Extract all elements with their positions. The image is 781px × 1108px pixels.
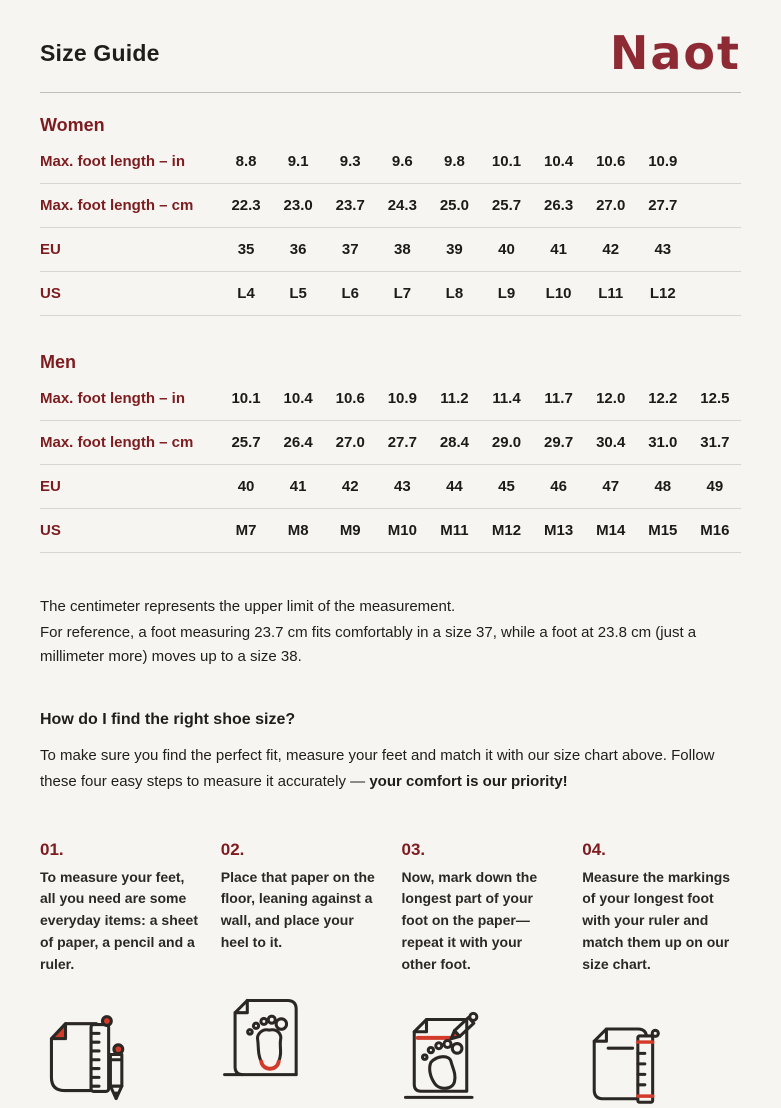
size-value: 49: [689, 478, 741, 495]
row-label: Max. foot length – in: [40, 153, 220, 170]
size-value: 10.9: [376, 390, 428, 407]
size-value: M11: [428, 522, 480, 539]
row-label: EU: [40, 241, 220, 258]
size-value: 25.7: [480, 197, 532, 214]
size-value: 43: [637, 241, 689, 258]
step-1: [40, 840, 199, 1108]
size-table-row: [40, 272, 741, 316]
paper-ruler-markings-icon: [582, 1004, 741, 1108]
size-table-row: [40, 140, 741, 184]
row-label: US: [40, 285, 220, 302]
step-3-number: 03.: [402, 840, 561, 860]
size-value: 31.7: [689, 434, 741, 451]
size-value: 12.2: [637, 390, 689, 407]
size-value: 11.7: [533, 390, 585, 407]
size-value: L9: [480, 285, 532, 302]
size-value: 35: [220, 241, 272, 258]
size-value: M12: [480, 522, 532, 539]
size-table-row: [40, 465, 741, 509]
step-1-number: 01.: [40, 840, 199, 860]
size-value: 39: [428, 241, 480, 258]
size-value: 10.6: [585, 153, 637, 170]
page-title: Size Guide: [40, 40, 160, 67]
size-value: 10.1: [480, 153, 532, 170]
size-value: 43: [376, 478, 428, 495]
measurement-note: [40, 595, 741, 669]
size-value: 46: [533, 478, 585, 495]
size-value: 12.0: [585, 390, 637, 407]
size-value: L5: [272, 285, 324, 302]
size-value: 41: [272, 478, 324, 495]
size-value: 23.0: [272, 197, 324, 214]
size-value: M10: [376, 522, 428, 539]
size-value: 37: [324, 241, 376, 258]
size-value: 27.0: [324, 434, 376, 451]
size-value: 40: [480, 241, 532, 258]
size-value: 48: [637, 478, 689, 495]
step-2-number: 02.: [221, 840, 380, 860]
size-value: 8.8: [220, 153, 272, 170]
size-value: 9.3: [324, 153, 376, 170]
size-value: M9: [324, 522, 376, 539]
row-label: Max. foot length – in: [40, 390, 220, 407]
size-value: 40: [220, 478, 272, 495]
row-label: US: [40, 522, 220, 539]
size-value: L4: [220, 285, 272, 302]
size-value: 27.7: [376, 434, 428, 451]
size-value: 26.3: [533, 197, 585, 214]
size-value: 30.4: [585, 434, 637, 451]
size-value: 38: [376, 241, 428, 258]
size-value: 10.6: [324, 390, 376, 407]
paper-footprint-heel-icon: [221, 982, 380, 1086]
size-value: M7: [220, 522, 272, 539]
size-value: 26.4: [272, 434, 324, 451]
size-value: 12.5: [689, 390, 741, 407]
step-4-text: Measure the markings of your longest foot with your ruler and match them up on our size chart.: [582, 867, 741, 977]
women-size-section: [40, 115, 741, 316]
page-header: [40, 0, 741, 93]
size-value: 29.7: [533, 434, 585, 451]
size-value: 11.2: [428, 390, 480, 407]
step-1-text: To measure your feet, all you need are some everyday items: a sheet of paper, a pencil and a ruler.: [40, 867, 199, 977]
row-label: Max. foot length – cm: [40, 197, 220, 214]
size-value: 25.0: [428, 197, 480, 214]
men-size-section: [40, 352, 741, 553]
size-value: M15: [637, 522, 689, 539]
note-line-2: For reference, a foot measuring 23.7 cm fits comfortably in a size 37, while a foot at 23.8 cm (just a millimeter more) moves up to a size 38.: [40, 621, 741, 669]
step-2-text: Place that paper on the floor, leaning against a wall, and place your heel to it.: [221, 867, 380, 955]
guide-heading: How do I find the right shoe size?: [40, 711, 741, 729]
size-value: 47: [585, 478, 637, 495]
size-value: 44: [428, 478, 480, 495]
size-value: L11: [585, 285, 637, 302]
guide-intro: [40, 743, 741, 796]
size-value: M13: [533, 522, 585, 539]
size-value: 10.4: [272, 390, 324, 407]
size-value: L6: [324, 285, 376, 302]
size-value: 9.6: [376, 153, 428, 170]
men-heading: Men: [40, 352, 741, 373]
size-value: 36: [272, 241, 324, 258]
size-value: M16: [689, 522, 741, 539]
size-value: 31.0: [637, 434, 689, 451]
size-value: 27.0: [585, 197, 637, 214]
size-value: 23.7: [324, 197, 376, 214]
size-value: 11.4: [480, 390, 532, 407]
size-value: 27.7: [637, 197, 689, 214]
size-value: L8: [428, 285, 480, 302]
size-value: 9.1: [272, 153, 324, 170]
women-size-table: [40, 140, 741, 316]
step-3: [402, 840, 561, 1108]
paper-ruler-pencil-icon: [40, 1004, 199, 1108]
row-label: EU: [40, 478, 220, 495]
size-value: 25.7: [220, 434, 272, 451]
size-value: 28.4: [428, 434, 480, 451]
size-table-row: [40, 377, 741, 421]
size-value: 42: [324, 478, 376, 495]
measure-steps: [40, 840, 741, 1108]
size-table-row: [40, 421, 741, 465]
size-value: M8: [272, 522, 324, 539]
size-value: 42: [585, 241, 637, 258]
size-value: 45: [480, 478, 532, 495]
size-value: 22.3: [220, 197, 272, 214]
size-value: 10.1: [220, 390, 272, 407]
paper-footprint-mark-pencil-icon: [402, 1004, 561, 1108]
size-value: 24.3: [376, 197, 428, 214]
size-value: 10.9: [637, 153, 689, 170]
guide-intro-bold: your comfort is our priority!: [369, 773, 567, 790]
size-table-row: [40, 509, 741, 553]
size-value: 29.0: [480, 434, 532, 451]
size-value: 10.4: [533, 153, 585, 170]
men-size-table: [40, 377, 741, 553]
step-4: [582, 840, 741, 1108]
size-value: 41: [533, 241, 585, 258]
size-table-row: [40, 184, 741, 228]
guide-intro-text: To make sure you find the perfect fit, measure your feet and match it with our size chart above. Follow these four easy steps to measure it accurately —: [40, 747, 715, 790]
step-3-text: Now, mark down the longest part of your foot on the paper—repeat it with your other foot.: [402, 867, 561, 977]
size-value: L10: [533, 285, 585, 302]
women-heading: Women: [40, 115, 741, 136]
row-label: Max. foot length – cm: [40, 434, 220, 451]
step-4-number: 04.: [582, 840, 741, 860]
naot-logo: Naot: [610, 30, 741, 76]
size-value: 9.8: [428, 153, 480, 170]
note-line-1: The centimeter represents the upper limit of the measurement.: [40, 595, 741, 619]
size-value: L7: [376, 285, 428, 302]
size-value: L12: [637, 285, 689, 302]
size-value: M14: [585, 522, 637, 539]
step-2: [221, 840, 380, 1108]
size-table-row: [40, 228, 741, 272]
